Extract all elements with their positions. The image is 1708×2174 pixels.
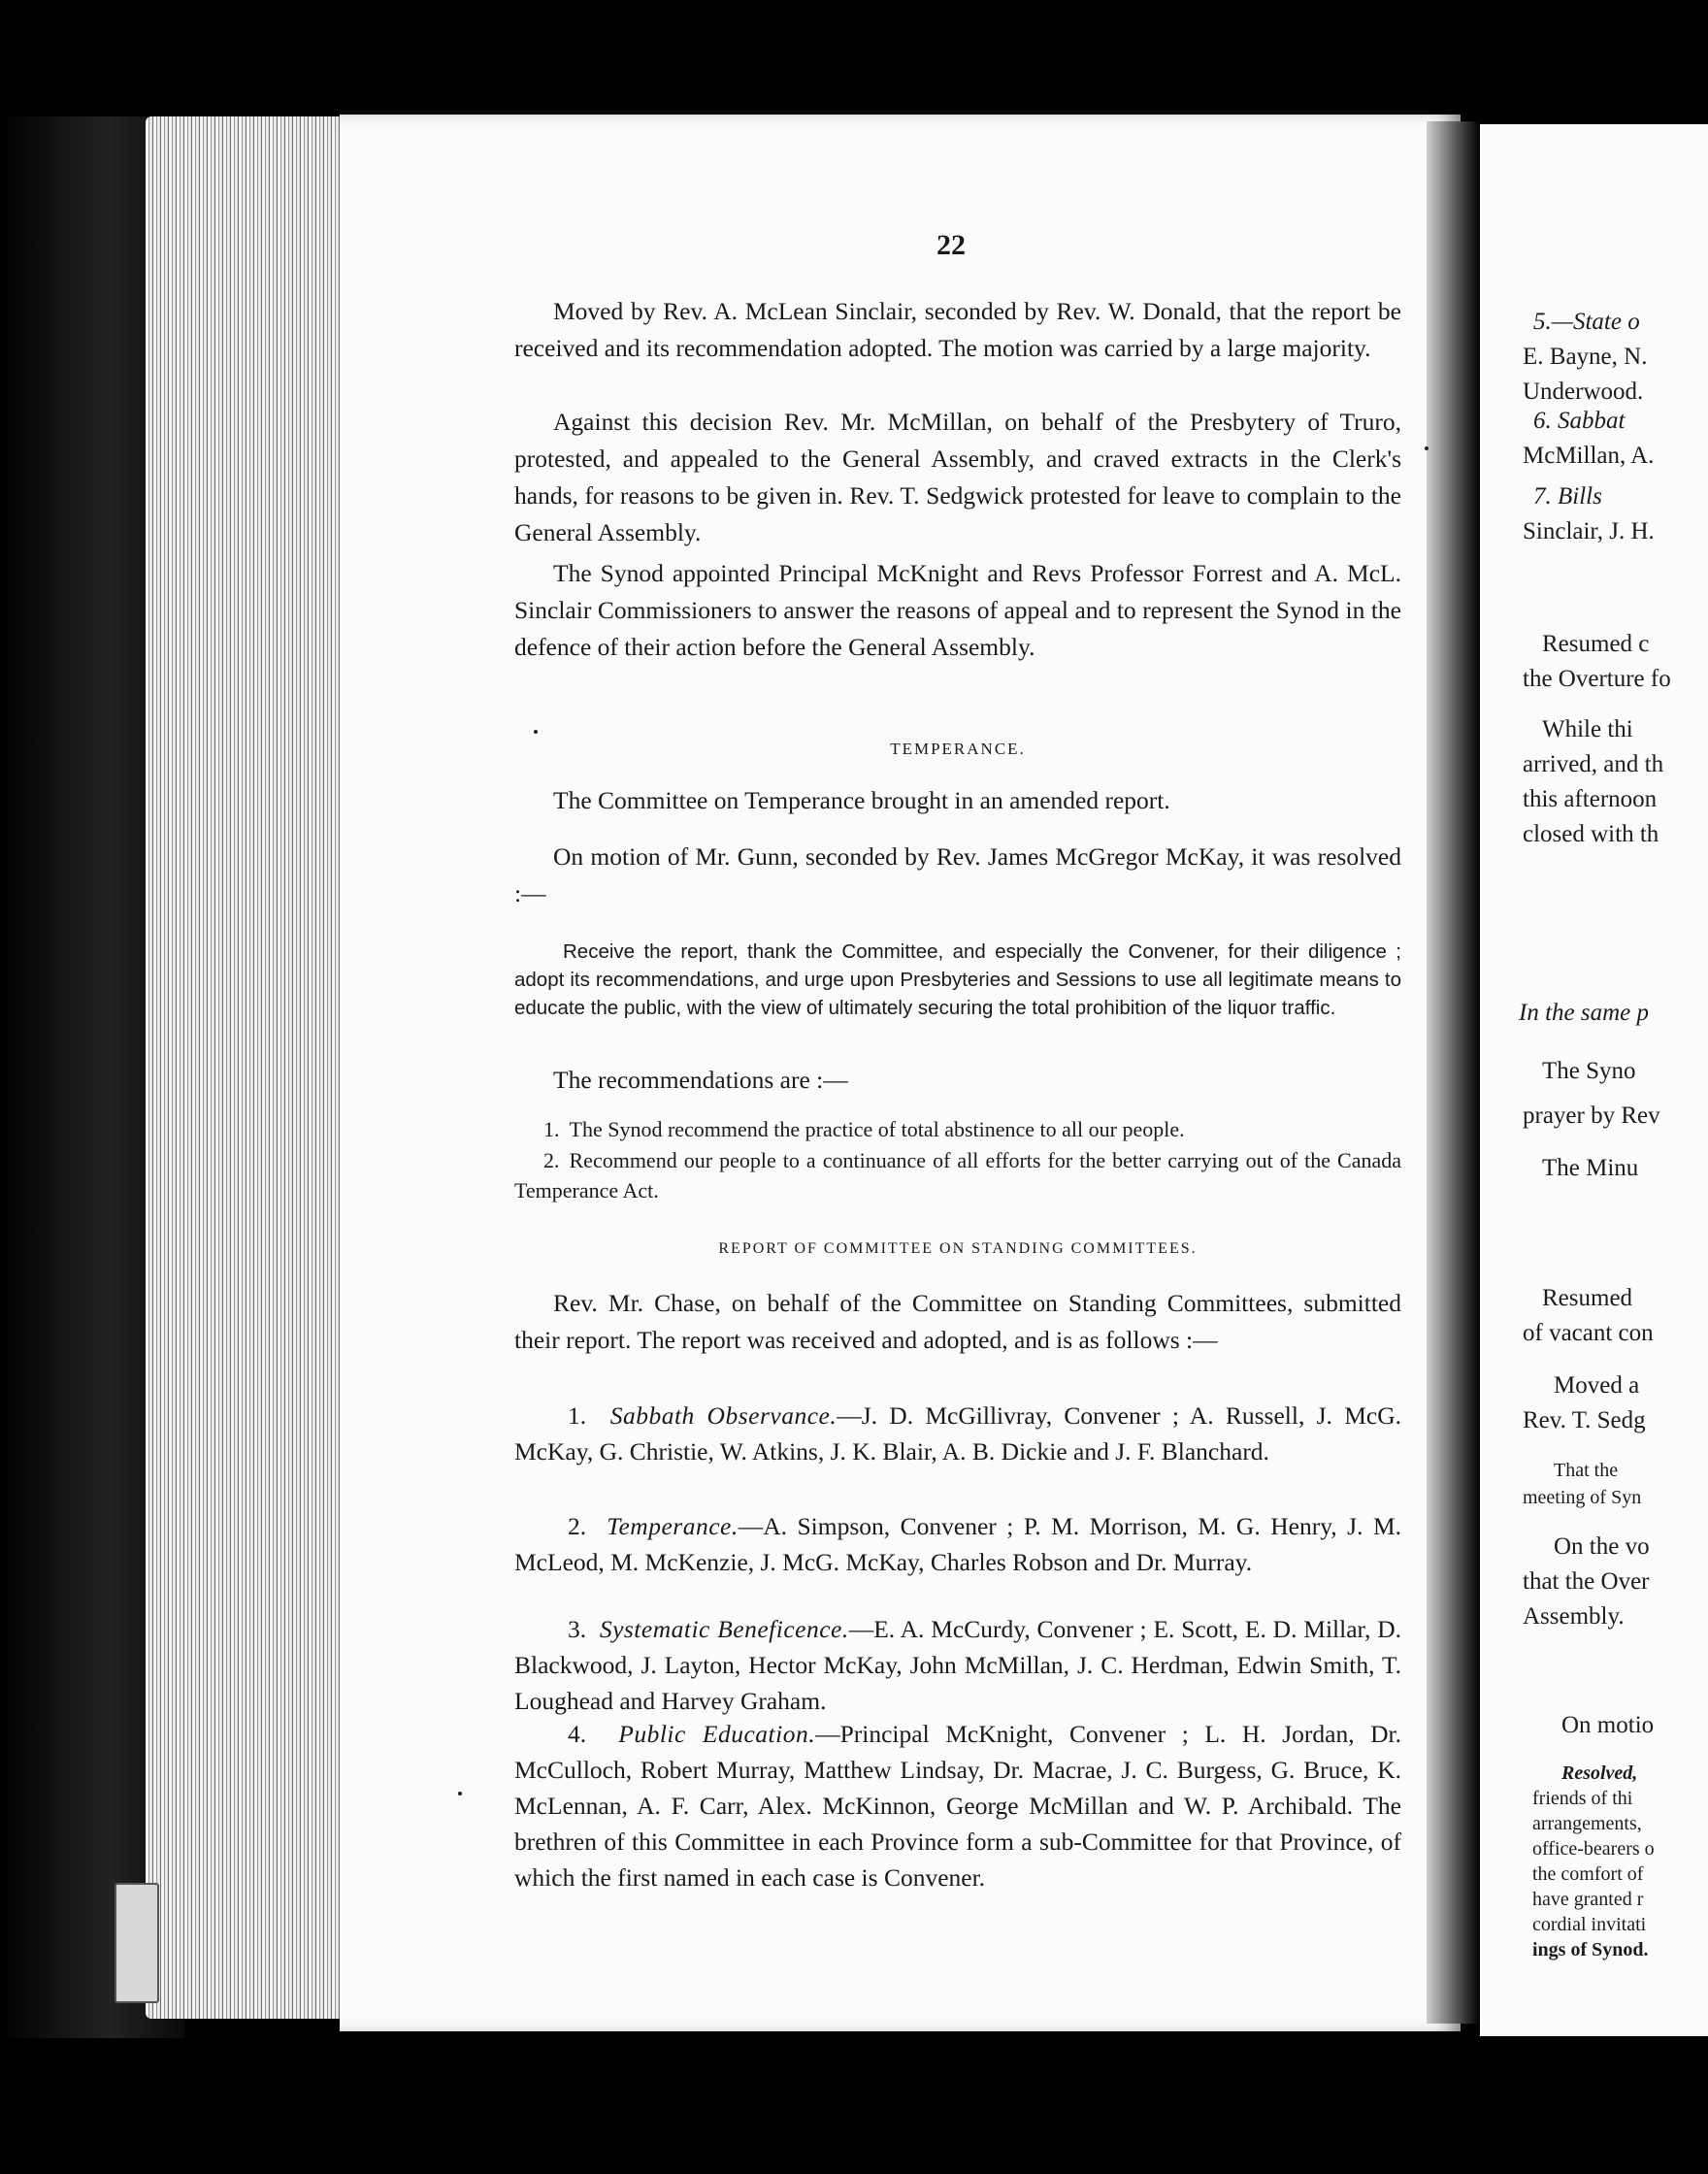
paragraph-standing-committees-intro: Rev. Mr. Chase, on behalf of the Committee on Standing Committees, submitted their report. The report was received and adopted, and is as follows :— (514, 1289, 1401, 1354)
right-page-line: the comfort of (1532, 1863, 1644, 1885)
right-page-line: The Minu (1542, 1155, 1639, 1181)
committee-title: Systematic Beneficence. (599, 1615, 849, 1643)
temperance-resolution: Receive the report, thank the Committee, and especially the Convener, for their diligence ; adopt its recommendations, and urge upon Presbyteries and Sessions to use all legitimate means to educate the public, with the view of ultimately securing the total prohibition of the liquor traffic. (514, 940, 1401, 1019)
right-page-line: Assembly. (1523, 1603, 1625, 1630)
right-page-line: Sinclair, J. H. (1523, 518, 1655, 544)
page-stack-edges (146, 116, 345, 2019)
committee-entry: 3. Systematic Beneficence.—E. A. McCurdy, Convener ; E. Scott, E. D. Millar, D. Blackwood, J. Layton, Hector McKay, John McMillan, J. C. Herdman, Edwin Smith, T. Loughead and Harvey Graham. (514, 1615, 1402, 1715)
right-page-line: E. Bayne, N. (1523, 344, 1648, 370)
paragraph-protest: Against this decision Rev. Mr. McMillan, on behalf of the Presbytery of Truro, protested, and appealed to the General Assembly, and craved extracts in the Clerk's hands, for reasons to be given in. Rev. T. Sedgwick protested for leave to complain to the General Assembly. (514, 408, 1401, 546)
right-page-line: that the Over (1523, 1568, 1650, 1595)
right-page-line: 6. Sabbat (1533, 408, 1626, 434)
right-page-line: arrangements, (1532, 1813, 1642, 1834)
right-page-line: closed with th (1523, 821, 1659, 847)
right-page-line: arrived, and th (1523, 751, 1664, 777)
scan-speck (534, 730, 538, 734)
right-page-line: office-bearers o (1532, 1838, 1655, 1860)
right-page-line: On motio (1561, 1712, 1655, 1738)
committee-entry: 1. Sabbath Observance.—J. D. McGillivray, Convener ; A. Russell, J. McG. McKay, G. Christie, W. Atkins, J. K. Blair, A. B. Dickie and J. F. Blanchard. (514, 1401, 1401, 1466)
page-number: 22 (936, 229, 966, 261)
committee-title: Temperance. (607, 1512, 739, 1540)
right-page-line: In the same p (1519, 1000, 1649, 1026)
right-page-line: While thi (1542, 716, 1633, 742)
right-page-line: this afternoon (1523, 786, 1658, 812)
right-page-line: ings of Synod. (1532, 1939, 1649, 1960)
scan-speck (458, 1792, 462, 1795)
right-page-line: 7. Bills (1533, 483, 1602, 510)
paragraph-amended-report: The Committee on Temperance brought in an amended report. (553, 786, 1170, 814)
right-page-line: McMillan, A. (1523, 443, 1655, 469)
paragraph-temperance-motion: On motion of Mr. Gunn, seconded by Rev. James McGregor McKay, it was resolved :— (514, 842, 1401, 907)
right-page-line: meeting of Syn (1523, 1487, 1642, 1508)
right-page-line: friends of thi (1532, 1788, 1633, 1809)
bookmark-tab (115, 1883, 159, 2003)
right-page-line: That the (1554, 1460, 1619, 1481)
right-page-line: cordial invitati (1532, 1914, 1647, 1935)
right-page-line: of vacant con (1523, 1320, 1654, 1346)
paragraph-commissioners: The Synod appointed Principal McKnight and Revs Professor Forrest and A. McL. Sinclair Commissioners to answer the reasons of appeal and to represent the Synod in the defence of their action before the General Assembly. (514, 559, 1401, 661)
recommendations-intro: The recommendations are :— (553, 1066, 848, 1094)
committee-entry: 2. Temperance.—A. Simpson, Convener ; P. M. Morrison, M. G. Henry, J. M. McLeod, M. McKenzie, J. McG. McKay, Charles Robson and Dr. Murray. (514, 1512, 1401, 1576)
book-gutter (1427, 121, 1480, 2024)
recommendation-item: 2. Recommend our people to a continuance of all efforts for the better carrying out of the Canada Temperance Act. (514, 1148, 1401, 1202)
right-page-line: On the vo (1554, 1533, 1650, 1560)
scan-speck (1425, 446, 1429, 450)
committee-entry: 4. Public Education.—Principal McKnight, Convener ; L. H. Jordan, Dr. McCulloch, Robert Murray, Matthew Lindsay, Dr. Macrae, J. C. Burgess, G. Bruce, K. McLennan, A. F. Carr, Alex. McKinnon, George McMillan and W. P. Archibald. The brethren of this Committee in each Province form a sub-Committee for that Province, of which the first named in each case is Convener. (514, 1720, 1402, 1892)
heading-temperance: TEMPERANCE. (890, 740, 1026, 758)
heading-standing-committees: REPORT OF COMMITTEE ON STANDING COMMITTEES. (718, 1240, 1198, 1257)
right-page-line: have granted r (1532, 1889, 1644, 1910)
right-page (1480, 124, 1708, 2036)
right-page-line: Resolved, (1561, 1762, 1638, 1784)
right-page-line: Rev. T. Sedg (1523, 1407, 1646, 1433)
right-page-line: 5.—State o (1533, 309, 1640, 335)
paragraph-motion-report: Moved by Rev. A. McLean Sinclair, seconded by Rev. W. Donald, that the report be received and its recommendation adopted. The motion was carried by a large majority. (514, 297, 1401, 362)
right-page-line: Resumed c (1542, 631, 1650, 657)
right-page-line: Resumed (1542, 1285, 1633, 1311)
right-page-line: Moved a (1554, 1372, 1640, 1399)
right-page-line: the Overture fo (1523, 666, 1671, 692)
right-page-line: prayer by Rev (1523, 1103, 1660, 1129)
committee-title: Public Education. (618, 1720, 816, 1748)
right-page-line: The Syno (1542, 1058, 1636, 1084)
recommendation-item: 1. The Synod recommend the practice of total abstinence to all our people. (543, 1117, 1185, 1141)
right-page-line: Underwood. (1523, 379, 1644, 405)
committee-title: Sabbath Observance. (609, 1401, 838, 1430)
